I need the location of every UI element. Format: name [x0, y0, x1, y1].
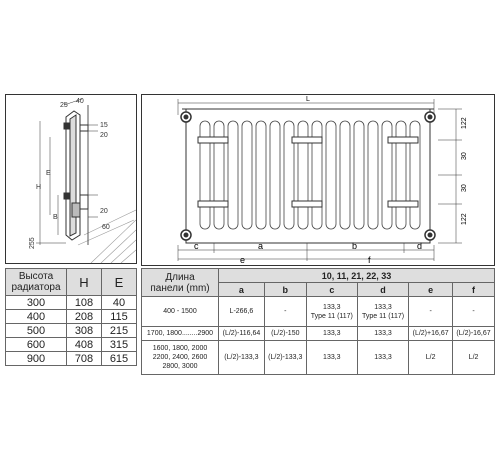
cell: 133,3 — [306, 341, 357, 375]
height-table-header-h: H — [67, 269, 102, 296]
cell: 408 — [67, 338, 102, 352]
cell: 108 — [67, 296, 102, 310]
table-row — [6, 296, 137, 310]
radiator-profile — [64, 111, 88, 240]
cell: 40 — [102, 296, 137, 310]
dim-label-e: E — [46, 170, 51, 177]
cell: (L/2)+16,67 — [409, 327, 453, 341]
right-panel — [141, 94, 495, 266]
dim-label-d: d — [417, 241, 423, 251]
dim-label-f: f — [368, 255, 371, 265]
cell: 400 — [6, 310, 67, 324]
cell: 708 — [67, 352, 102, 366]
cell: 208 — [67, 310, 102, 324]
cell: 133,3 — [306, 327, 357, 341]
table-row — [6, 324, 137, 338]
cell: 615 — [102, 352, 137, 366]
table-row — [6, 352, 137, 366]
cell: 1700, 1800........2900 — [142, 327, 219, 341]
cell: 133,3 Type 11 (117) — [357, 297, 408, 327]
vertical-dims — [438, 109, 462, 243]
cell: (L/2)-133,3 — [219, 341, 265, 375]
dim-label-122-bottom: 122 — [461, 213, 468, 225]
dim-label-20-bottom: 20 — [100, 208, 108, 215]
col-f: f — [453, 283, 495, 297]
col-a: a — [219, 283, 265, 297]
cell: 115 — [102, 310, 137, 324]
table-row — [142, 327, 495, 341]
dim-label-25: 25 — [60, 102, 68, 109]
cell: (L/2)-150 — [264, 327, 306, 341]
dim-label-40: 40 — [76, 98, 84, 105]
cell: L-266,6 — [219, 297, 265, 327]
dim-label-30-top: 30 — [461, 152, 468, 160]
col-d: d — [357, 283, 408, 297]
cell: 500 — [6, 324, 67, 338]
cell: 600 — [6, 338, 67, 352]
height-table-header-height: Высота радиатора — [6, 269, 67, 296]
cell: 215 — [102, 324, 137, 338]
cell: - — [264, 297, 306, 327]
cell: 315 — [102, 338, 137, 352]
side-profile-drawing — [6, 95, 136, 263]
cell: 308 — [67, 324, 102, 338]
dim-label-30-bottom: 30 — [461, 184, 468, 192]
col-e: e — [409, 283, 453, 297]
table-row — [142, 297, 495, 327]
cell: 300 — [6, 296, 67, 310]
spacing-table-header-panel: Длина панели (mm) — [142, 269, 219, 297]
dim-label-15: 15 — [100, 122, 108, 129]
dim-label-b: b — [352, 241, 358, 251]
left-panel — [5, 94, 137, 264]
cell: (L/2)-116,64 — [219, 327, 265, 341]
spacing-table-header-types: 10, 11, 21, 22, 33 — [219, 269, 495, 283]
dim-label-60: 60 — [102, 224, 110, 231]
dim-label-c: c — [194, 241, 199, 251]
table-row — [142, 341, 495, 375]
col-b: b — [264, 283, 306, 297]
dim-label-b: B — [53, 214, 58, 221]
cell: L/2 — [453, 341, 495, 375]
dim-label-e: e — [240, 255, 246, 265]
cell: L/2 — [409, 341, 453, 375]
dim-label-255: 255 — [29, 237, 36, 249]
dim-label-h: H — [36, 184, 42, 191]
horizontal-dims — [178, 243, 434, 261]
dim-label-a: a — [258, 241, 264, 251]
height-table-header-e: E — [102, 269, 137, 296]
cell: 133,3 — [357, 327, 408, 341]
front-view-drawing — [142, 95, 494, 265]
cell: - — [409, 297, 453, 327]
table-row — [6, 338, 137, 352]
cell: (L/2)-133,3 — [264, 341, 306, 375]
cell: 133,3 — [357, 341, 408, 375]
dim-label-20-top: 20 — [100, 132, 108, 139]
cell: 1600, 1800, 2000 2200, 2400, 2600 2800, 3000 — [142, 341, 219, 375]
cell: 133,3 Type 11 (117) — [306, 297, 357, 327]
height-table — [5, 268, 137, 366]
spacing-table — [141, 268, 495, 375]
table-row — [6, 310, 137, 324]
cell: (L/2)-16,67 — [453, 327, 495, 341]
cell: - — [453, 297, 495, 327]
dim-label-l: L — [306, 96, 310, 103]
cell: 400 - 1500 — [142, 297, 219, 327]
floor-hatch — [78, 210, 136, 263]
cell: 900 — [6, 352, 67, 366]
dim-label-122-top: 122 — [461, 117, 468, 129]
col-c: c — [306, 283, 357, 297]
